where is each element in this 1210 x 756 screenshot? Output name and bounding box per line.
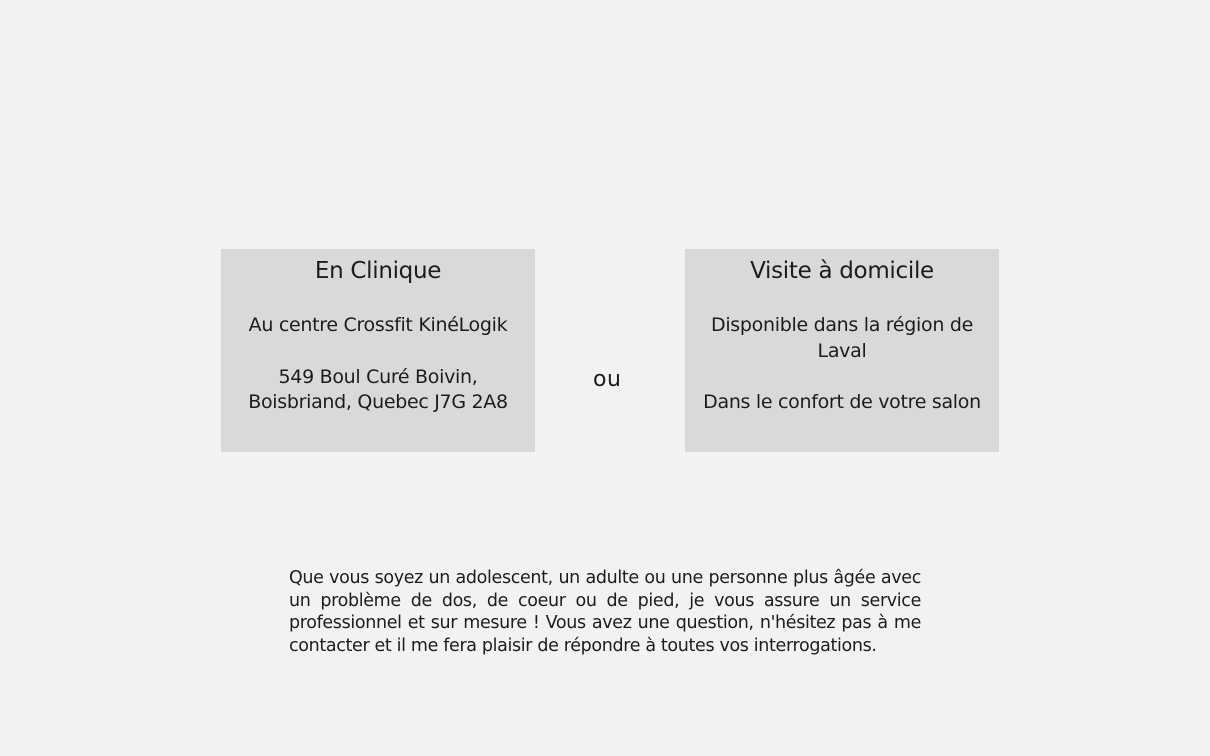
home-visit-comfort: Dans le confort de votre salon (703, 391, 981, 413)
home-visit-region: Disponible dans la région de Laval (710, 314, 973, 362)
clinic-card (221, 249, 535, 452)
clinic-location: Au centre Crossfit KinéLogik (248, 314, 508, 336)
or-separator: ou (593, 367, 622, 392)
service-description: Que vous soyez un adolescent, un adulte ou une personne plus âgée avec un problème de dos, de coeur ou de pied, je vous assure un service professionnel et sur mesure ! Vous avez une question, n'hésitez pas à me contacter et il me fera plaisir de répondre à toutes vos interrogations. (289, 568, 921, 656)
clinic-address: 549 Boul Curé Boivin, Boisbriand, Quebec J7G 2A8 (248, 365, 508, 413)
clinic-title: En Clinique (314, 258, 442, 284)
home-visit-title: Visite à domicile (750, 258, 934, 284)
home-visit-card (685, 249, 999, 452)
